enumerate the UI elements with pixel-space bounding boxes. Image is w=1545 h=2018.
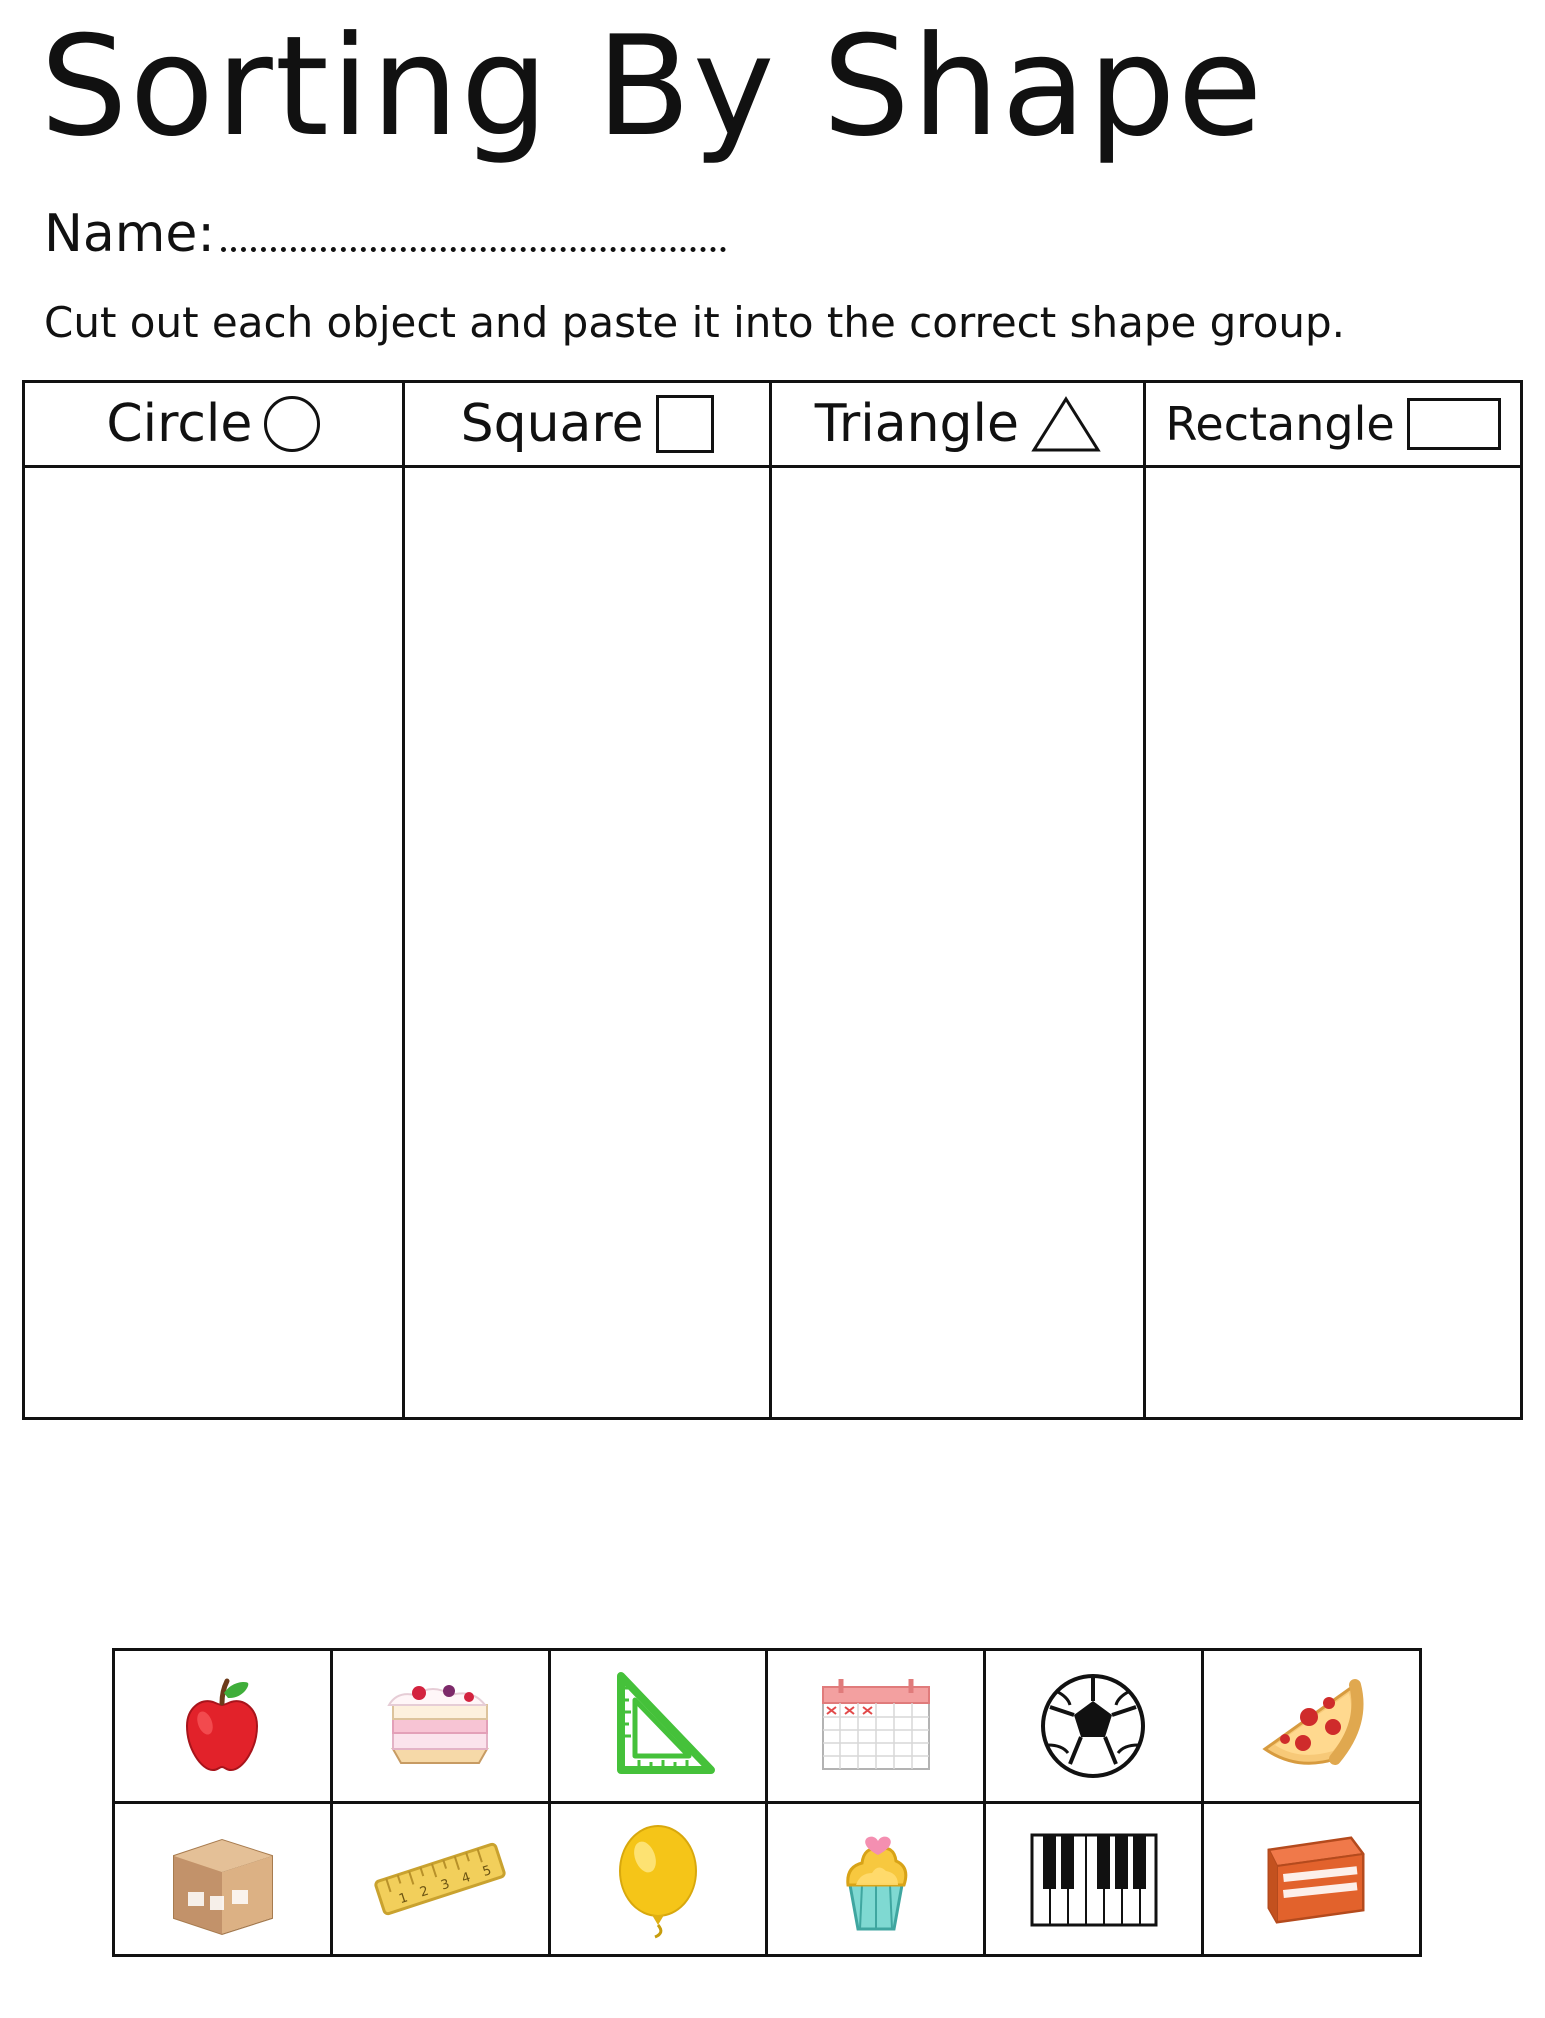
column-label-triangle: Triangle — [814, 394, 1019, 455]
circle-shape-icon — [264, 396, 320, 452]
svg-text:5: 5 — [481, 1863, 494, 1880]
svg-text:3: 3 — [439, 1876, 452, 1894]
cake-slice-icon — [375, 1671, 505, 1781]
svg-text:4: 4 — [460, 1869, 473, 1887]
ruler-icon — [365, 1824, 515, 1934]
column-header-triangle — [772, 383, 1143, 468]
cutout-grid — [112, 1648, 1422, 1957]
calendar-icon — [811, 1671, 941, 1781]
svg-text:1: 1 — [397, 1890, 410, 1908]
rectangle-shape-icon — [1407, 398, 1501, 450]
sort-dropzone-rectangle[interactable] — [1146, 468, 1520, 1417]
cutout-cell-calendar[interactable] — [768, 1651, 986, 1801]
name-row — [44, 190, 1523, 264]
instruction-text: Cut out each object and paste it into the correct shape group. — [44, 298, 1346, 347]
sorting-table — [22, 380, 1523, 1420]
column-label-circle: Circle — [106, 394, 253, 455]
cutout-cell-cardboard-box[interactable] — [115, 1804, 333, 1954]
pizza-slice-icon — [1247, 1669, 1377, 1784]
sort-column-circle[interactable] — [25, 383, 405, 1417]
cutout-cell-cake-slice[interactable] — [333, 1651, 551, 1801]
cutout-cell-book[interactable] — [1204, 1804, 1419, 1954]
balloon-icon — [603, 1819, 713, 1939]
svg-text:2: 2 — [418, 1883, 431, 1901]
set-square-icon — [593, 1666, 723, 1786]
cutout-cell-piano-keys[interactable] — [986, 1804, 1204, 1954]
soccer-ball-icon — [1036, 1669, 1151, 1784]
cardboard-box-icon — [160, 1822, 285, 1937]
cutout-cell-cupcake[interactable] — [768, 1804, 986, 1954]
worksheet-page — [0, 6, 1545, 2018]
cutout-cell-balloon[interactable] — [551, 1804, 769, 1954]
sort-column-square[interactable] — [405, 383, 773, 1417]
cutout-cell-pizza-slice[interactable] — [1204, 1651, 1419, 1801]
sort-column-rectangle[interactable] — [1146, 383, 1520, 1417]
book-icon — [1247, 1824, 1377, 1934]
sort-column-triangle[interactable] — [772, 383, 1146, 1417]
square-shape-icon — [656, 395, 714, 453]
column-header-circle — [25, 383, 402, 468]
name-input[interactable] — [221, 243, 726, 252]
cutout-cell-ruler[interactable] — [333, 1804, 551, 1954]
sort-dropzone-triangle[interactable] — [772, 468, 1143, 1417]
cutout-cell-soccer-ball[interactable] — [986, 1651, 1204, 1801]
cutout-cell-apple[interactable] — [115, 1651, 333, 1801]
cupcake-icon — [816, 1819, 936, 1939]
cutout-row — [115, 1804, 1419, 1954]
sort-dropzone-square[interactable] — [405, 468, 770, 1417]
page-title: Sorting By Shape — [40, 6, 1265, 167]
apple-icon — [167, 1671, 277, 1781]
name-label: Name: — [44, 204, 215, 264]
piano-keys-icon — [1024, 1827, 1164, 1932]
column-header-square — [405, 383, 770, 468]
triangle-shape-icon — [1031, 395, 1101, 453]
cutout-row — [115, 1651, 1419, 1804]
column-label-square: Square — [460, 394, 644, 455]
cutout-cell-set-square[interactable] — [551, 1651, 769, 1801]
column-label-rectangle: Rectangle — [1165, 397, 1395, 452]
column-header-rectangle — [1146, 383, 1520, 468]
sort-dropzone-circle[interactable] — [25, 468, 402, 1417]
